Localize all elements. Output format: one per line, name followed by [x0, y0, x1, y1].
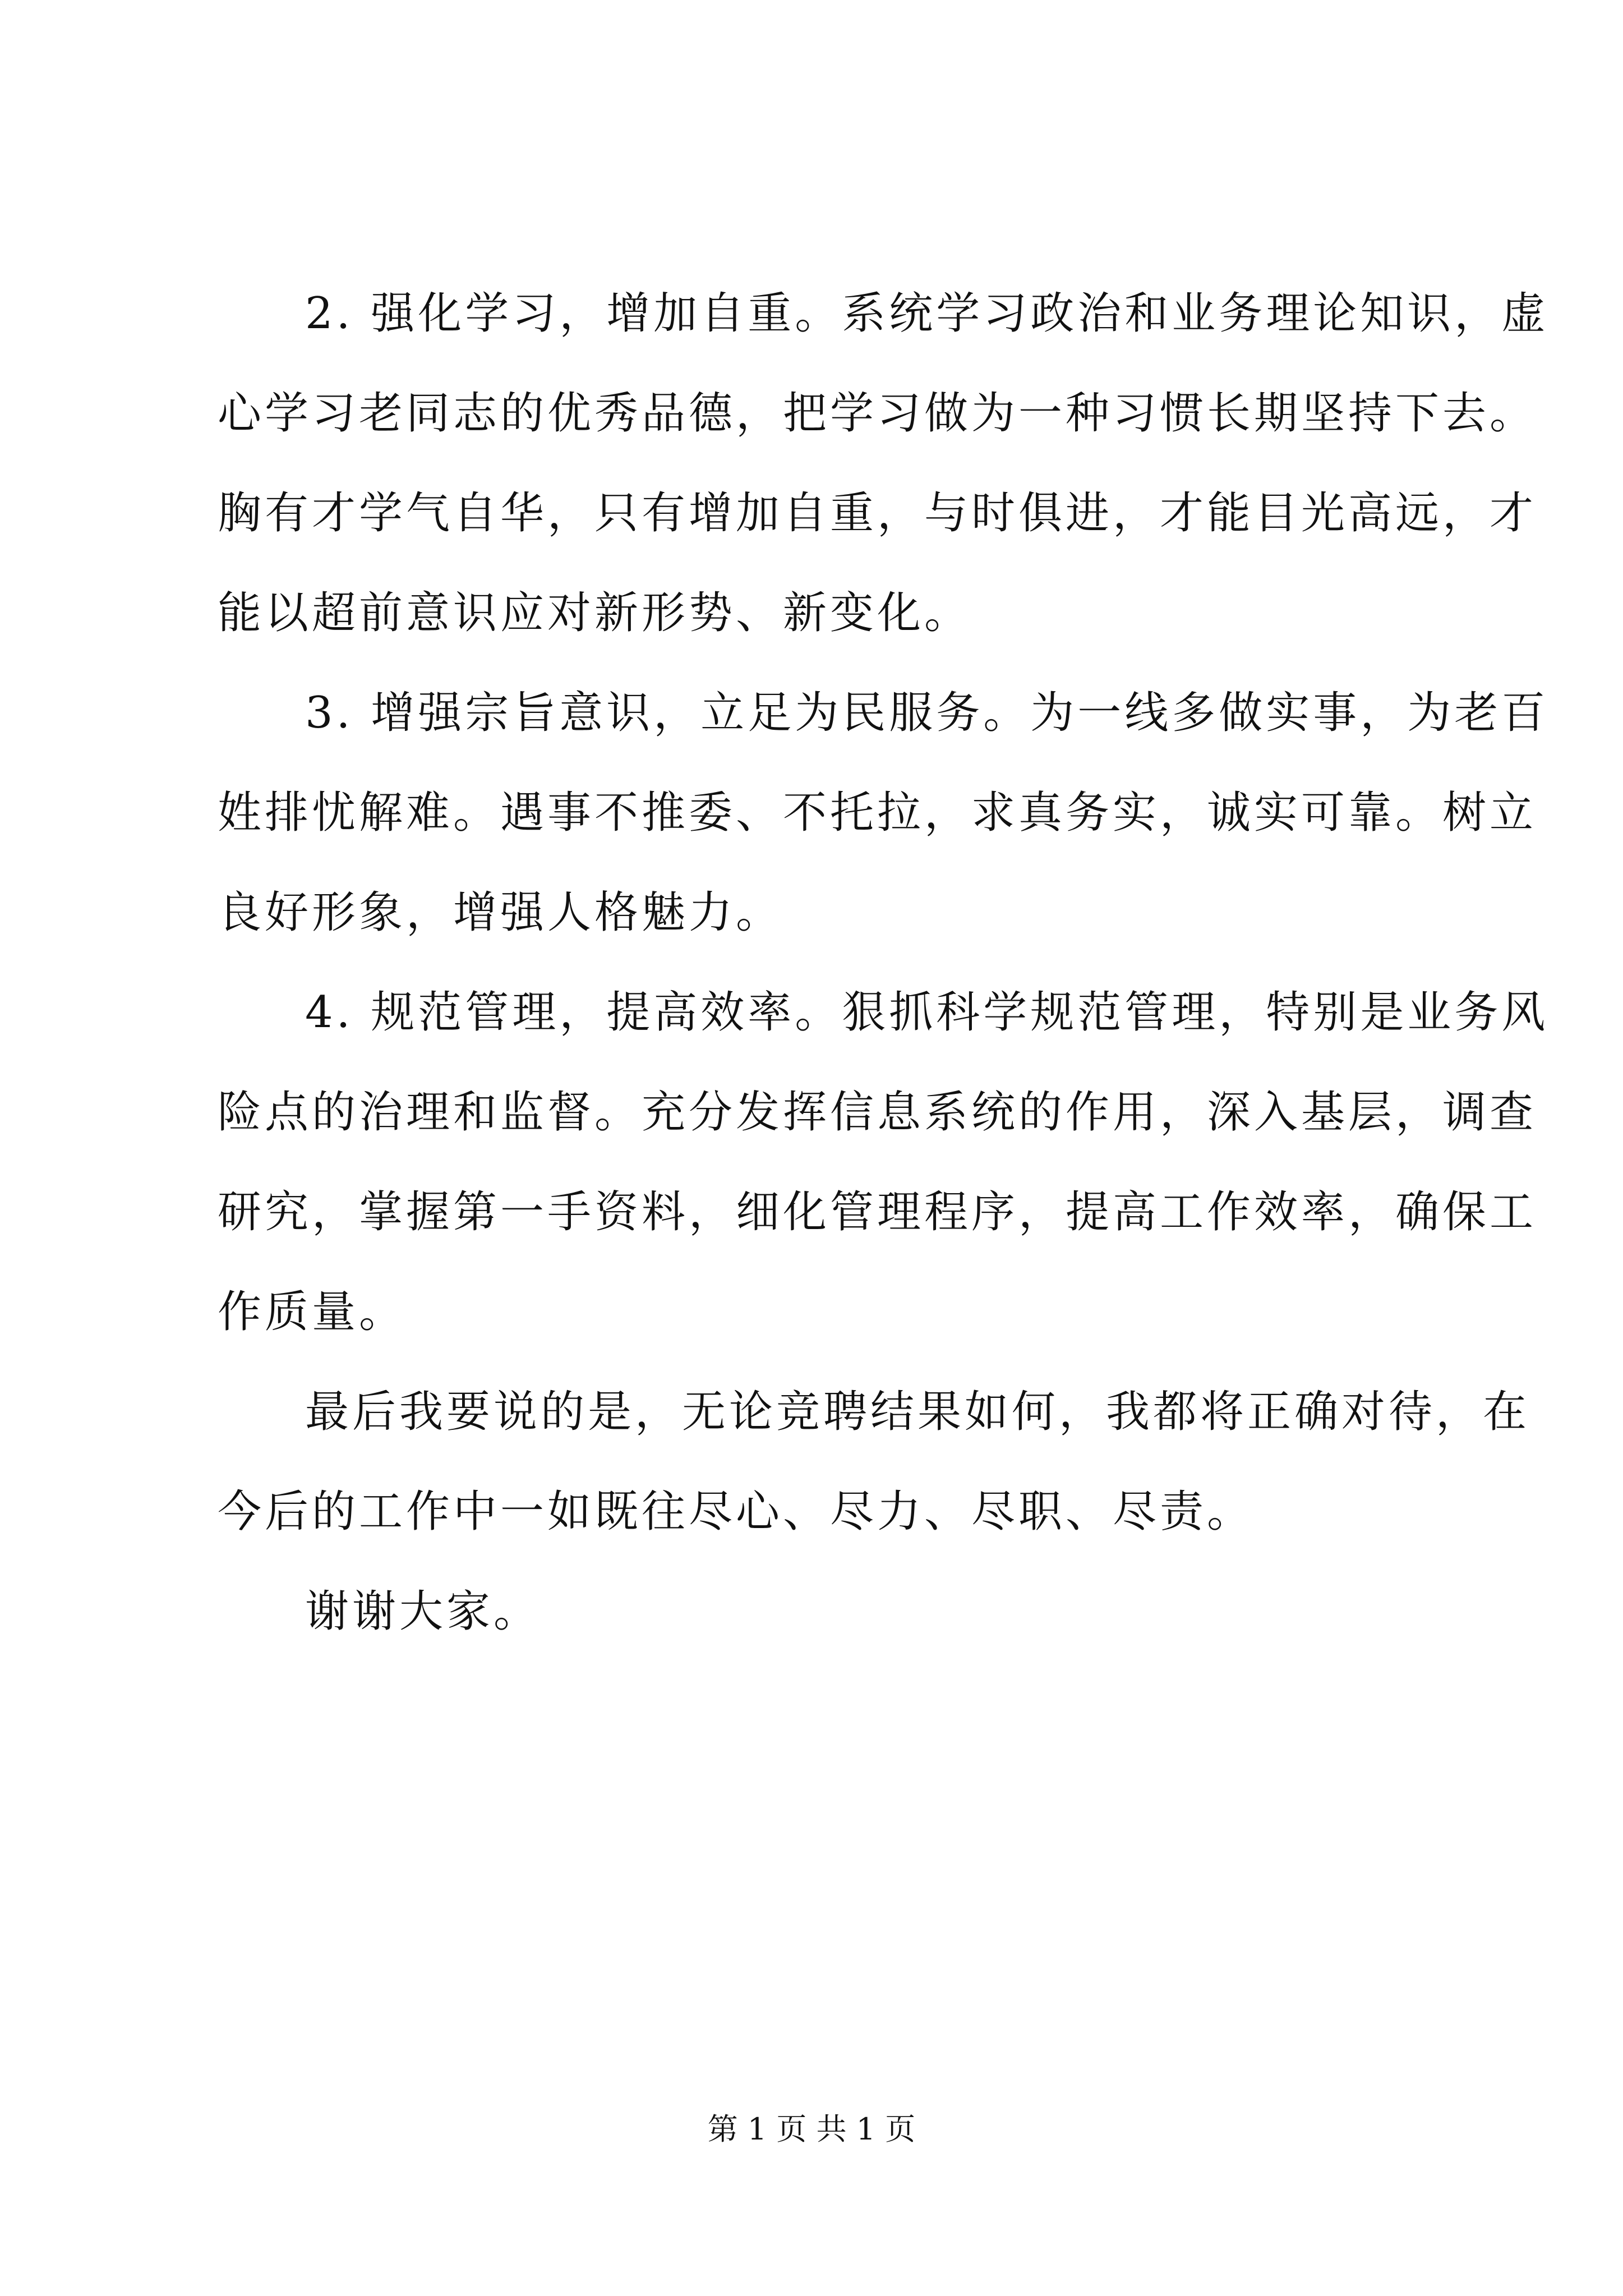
- paragraph-line: 研究，掌握第一手资料，细化管理程序，提高工作效率，确保工: [218, 1187, 1537, 1237]
- paragraph: [218, 1362, 1530, 1562]
- paragraph: [218, 264, 1549, 663]
- paragraph-line: 最后我要说的是，无论竞聘结果如何，我都将正确对待，在: [305, 1387, 1530, 1437]
- paragraph: [218, 963, 1549, 1362]
- paragraph: [218, 1562, 1429, 1662]
- paragraph-line: 险点的治理和监督。充分发挥信息系统的作用，深入基层，调查: [218, 1087, 1537, 1138]
- paragraph-line: 胸有才学气自华，只有增加自重，与时俱进，才能目光高远，才: [218, 488, 1537, 539]
- paragraph-line: 谢谢大家。: [305, 1586, 541, 1637]
- document-body: [218, 264, 1549, 1662]
- paragraph-line: 2. 强化学习，增加自重。系统学习政治和业务理论知识，虚: [305, 288, 1549, 339]
- paragraph-line: 姓排忧解难。遇事不推委、不托拉，求真务实，诚实可靠。树立: [218, 788, 1537, 838]
- paragraph-line: 良好形象，增强人格魅力。: [218, 887, 783, 938]
- paragraph-line: 心学习老同志的优秀品德，把学习做为一种习惯长期坚持下去。: [218, 388, 1537, 439]
- paragraph-line: 能以超前意识应对新形势、新变化。: [218, 588, 972, 638]
- paragraph-line: 3. 增强宗旨意识，立足为民服务。为一线多做实事，为老百: [305, 688, 1549, 738]
- paragraph-line: 今后的工作中一如既往尽心、尽力、尽职、尽责。: [218, 1487, 1255, 1537]
- paragraph-line: 4. 规范管理，提高效率。狠抓科学规范管理，特别是业务风: [305, 987, 1549, 1038]
- paragraph: [218, 663, 1549, 963]
- page-number-footer: 第 1 页 共 1 页: [707, 2111, 916, 2147]
- paragraph-line: 作质量。: [218, 1287, 407, 1337]
